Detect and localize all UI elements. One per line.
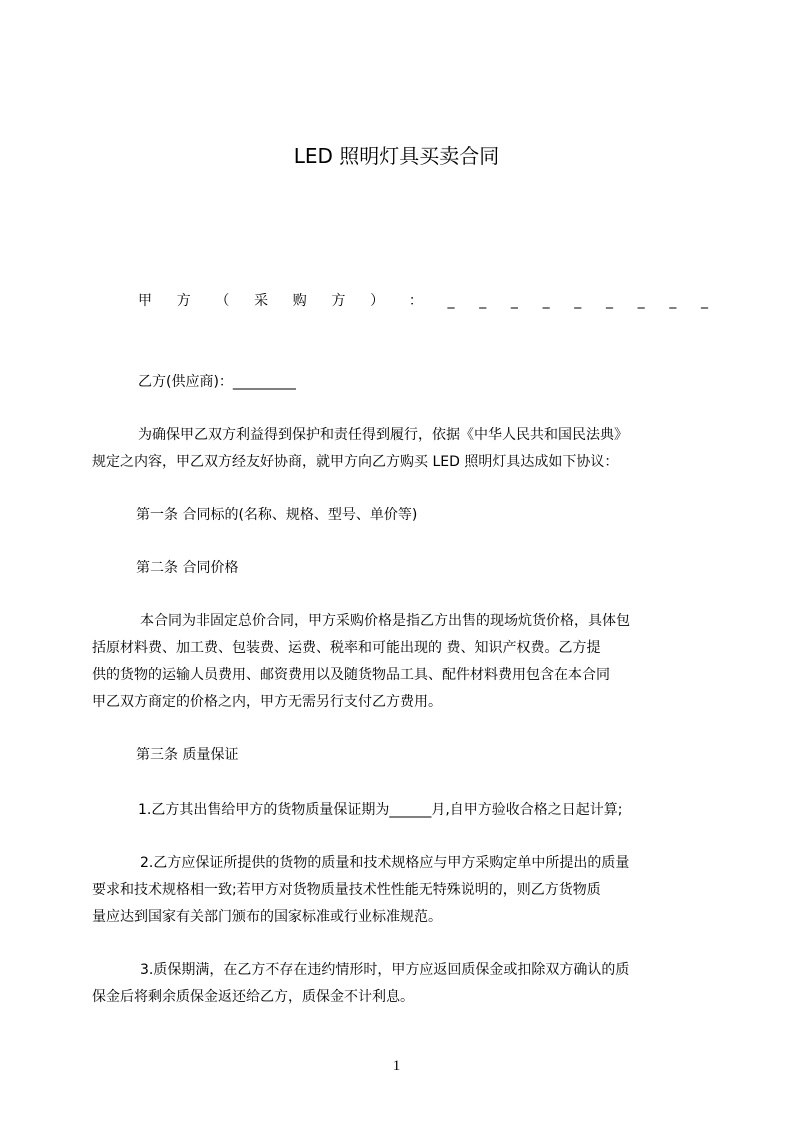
party-a-blank: _ [605,293,613,309]
party-a-blank: _ [669,293,677,309]
party-a-blank: _ [447,293,455,309]
preamble-line: 为确保甲乙双方利益得到保护和责任得到履行，依据《中华人民共和国民法典》 [138,427,628,443]
preamble-line: 规定之内容，甲乙双方经友好协商，就甲方向乙方购买 LED 照明灯具达成如下协议： [92,454,619,470]
clause-3-line: 保金后将剩余质保金返还给乙方，质保金不计利息。 [92,989,414,1005]
party-a-blank: _ [637,293,645,309]
page-number: 1 [392,1058,401,1074]
article-2-body-line: 括原材料费、加工费、包装费、运费、税率和可能出现的 费、知识产权费。乙方提 [92,640,601,656]
party-a-char: ： [408,293,423,309]
clause-2-line: 2.乙方应保证所提供的货物的质量和技术规格应与甲方采购定单中所提出的质量 [140,855,630,871]
document-title: LED 照明灯具买卖合同 [293,144,500,168]
article-2-heading: 第二条 合同价格 [136,560,239,576]
party-a-char: 采 [254,293,269,309]
party-a-blank: _ [479,293,487,309]
party-a-char: 方 [331,293,346,309]
article-3-heading: 第三条 质量保证 [136,747,239,763]
article-2-body-line: 供的货物的运输人员费用、邮资费用以及随货物品工具、配件材料费用包含在本合同 [92,667,610,683]
party-a-char: 购 [292,293,307,309]
party-b-line: 乙方(供应商)：_________ [138,374,296,390]
clause-2-line: 量应达到国家有关部门颁布的国家标准或行业标准规范。 [92,909,442,925]
party-a-char: （ [215,293,230,309]
party-a-blank: _ [510,293,518,309]
party-a-blank: _ [542,293,550,309]
party-a-blank: _ [701,293,708,309]
article-2-body-line: 甲乙双方商定的价格之内，甲方无需另行支付乙方费用。 [92,694,442,710]
clause-1: 1.乙方其出售给甲方的货物质量保证期为______月,自甲方验收合格之日起计算; [138,802,623,818]
article-2-body-line: 本合同为非固定总价合同，甲方采购价格是指乙方出售的现场炕货价格，具体包 [140,613,630,629]
clause-2-line: 要求和技术规格相一致;若甲方对货物质量技术性性能无特殊说明的，则乙方货物质 [92,882,601,898]
party-a-char: ） [370,293,385,309]
clause-3-line: 3.质保期满，在乙方不存在违约情形时，甲方应返回质保金或扣除双方确认的质 [140,962,630,978]
party-a-char: 甲 [138,293,152,309]
party-a-line [138,291,708,311]
party-a-blank: _ [574,293,582,309]
article-1-heading: 第一条 合同标的(名称、规格、型号、单价等) [136,507,418,523]
party-a-char: 方 [176,293,191,309]
